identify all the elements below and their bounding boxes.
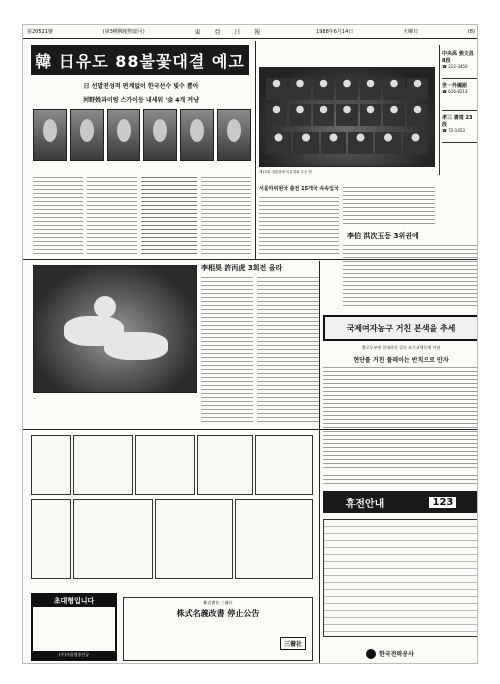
masthead xyxy=(23,25,478,39)
article-text-block xyxy=(343,185,435,225)
ad-phone: ☎ 222-3450 xyxy=(442,64,468,69)
postal-badge: (第3種郵便物認可) xyxy=(102,29,145,35)
classified-ad-cell xyxy=(31,435,71,495)
section-headline: 李伯 洪次玉등 3위권에 xyxy=(347,232,419,240)
section-headline: 서울하위원국 출전 15개국 속속입국 xyxy=(259,186,339,192)
ad-box-footer: (주)서울방송인공 xyxy=(33,651,115,659)
ad-title: 孝三 書道 23段 xyxy=(442,115,473,128)
lead-headline: 韓 日유도 88불꽃대결 예고 xyxy=(31,45,249,75)
lead-subheadline-1: 日 선발전성적 편계없이 한국선수 빛수 뽑아 xyxy=(83,83,199,90)
classified-ad-cell xyxy=(255,435,313,495)
classified-ad-cell xyxy=(73,499,153,579)
athlete-portrait xyxy=(180,109,214,161)
lead-subheadline-2: 河野姓과미럼 스가이등 내세워 '金 4개 겨냥 xyxy=(83,97,199,104)
team-photo xyxy=(259,67,435,167)
article-text-block xyxy=(201,175,251,255)
newspaper-page xyxy=(22,24,478,664)
athlete-portrait xyxy=(33,109,67,161)
banner-headline-2: 현단를 거친 풀레이는 반칙으로 안자 xyxy=(353,357,449,364)
issue-date: 1988年6月14日 xyxy=(316,29,354,35)
stock-notice-title: 株式名義改書 停止公告 xyxy=(176,609,260,618)
newspaper-title: 東 亞 日 報 xyxy=(194,29,267,36)
notice-number: 123 xyxy=(429,497,456,508)
article-text-block xyxy=(343,243,478,309)
team-photo-caption: 제23회 대통령배 씨름대회 우승 팀 xyxy=(259,170,312,174)
article-text-block xyxy=(323,473,478,487)
stock-company-small: 株式會社 三養社 xyxy=(203,600,233,605)
classified-ad-cell xyxy=(73,435,133,495)
issue-number: 第20521號 xyxy=(27,29,53,35)
article-text-block xyxy=(259,195,339,255)
classified-ad-cell xyxy=(31,499,71,579)
athlete-portrait xyxy=(107,109,141,161)
ad-box-title: 초대형입니다 xyxy=(33,595,115,607)
article-text-block xyxy=(33,175,83,255)
classified-ad-cell xyxy=(235,499,313,579)
article-text-block xyxy=(201,275,253,425)
classified-ad xyxy=(442,111,477,143)
classified-ad xyxy=(442,79,477,111)
ad-title: 中央高 強文昌 8段 xyxy=(442,51,474,64)
ad-phone: ☎ 72-1453 xyxy=(442,128,465,133)
notice-banner xyxy=(323,491,478,513)
classified-ad-cell xyxy=(135,435,195,495)
section-headline: 李相昊 許丙虎 3회전 올라 xyxy=(201,264,283,272)
divider xyxy=(23,429,478,430)
ad-title: 世一外國語 xyxy=(442,83,468,89)
kepco-name: 한국전력공사 xyxy=(379,651,414,658)
issue-day: 火曜日 xyxy=(403,29,419,35)
article-text-block xyxy=(87,175,137,255)
article-text-block xyxy=(323,365,478,469)
divider xyxy=(255,41,256,259)
classified-ad-cell xyxy=(197,435,253,495)
results-table xyxy=(141,175,197,255)
right-ads-column xyxy=(439,45,478,175)
page-number: (8) xyxy=(467,28,475,35)
classified-ad xyxy=(442,47,477,79)
portrait-strip xyxy=(33,109,251,161)
classified-ad-cell xyxy=(155,499,233,579)
divider xyxy=(319,261,320,664)
ad-box xyxy=(31,593,117,661)
stock-notice xyxy=(123,597,313,661)
ad-phone: ☎ 616-8213 xyxy=(442,89,468,94)
banner-headline: 국제여자농구 거친 본색을 추세 xyxy=(323,315,478,341)
notice-title: 휴전안내 xyxy=(345,498,385,510)
athlete-portrait xyxy=(70,109,104,161)
divider xyxy=(23,259,478,260)
wrestling-photo xyxy=(33,265,197,393)
kepco-logo-icon xyxy=(366,649,376,659)
notice-table xyxy=(323,519,478,637)
athlete-portrait xyxy=(143,109,177,161)
wrestling-photo-caption: ... xyxy=(33,396,37,400)
banner-subline: 출로동부에 천재하의 질러 조기교체등에 이념 xyxy=(361,345,441,350)
stock-company-logo: 三養社 xyxy=(280,637,306,650)
article-text-block xyxy=(257,275,319,425)
athlete-portrait xyxy=(217,109,251,161)
